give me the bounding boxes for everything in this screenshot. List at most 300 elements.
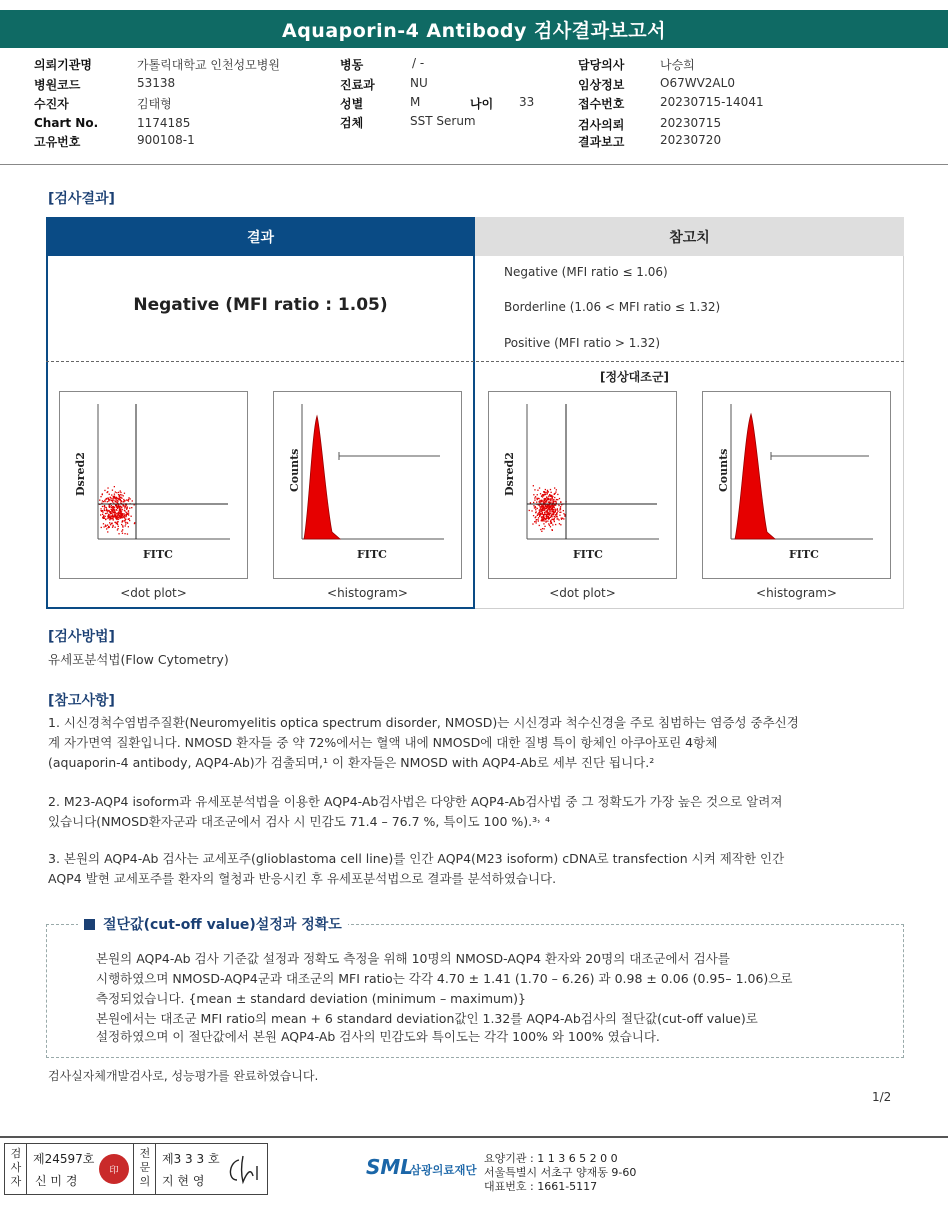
scatter-dot (554, 493, 555, 494)
scatter-dot (118, 519, 119, 520)
scatter-dot (534, 497, 535, 498)
scatter-dot (535, 506, 536, 507)
scatter-dot (127, 523, 128, 524)
scatter-dot (545, 506, 546, 507)
examiner-name: 신 미 경 (35, 1174, 78, 1188)
scatter-dot (551, 516, 552, 517)
scatter-dot (555, 501, 556, 502)
report-date: 20230720 (660, 133, 722, 147)
scatter-dot (125, 515, 126, 516)
scatter-dot (128, 526, 129, 527)
scatter-dot (123, 505, 124, 506)
scatter-dot (530, 502, 531, 503)
note-2 (48, 792, 908, 832)
scatter-dot (548, 523, 549, 524)
scatter-dot (106, 513, 107, 514)
scatter-dot (536, 519, 537, 520)
scatter-dot (124, 500, 125, 501)
scatter-dot (551, 492, 552, 493)
patient-hist-caption: <histogram> (327, 586, 408, 600)
scatter-dot (554, 497, 555, 498)
scatter-dot (551, 523, 552, 524)
scatter-dot (110, 516, 111, 517)
scatter-dot (115, 515, 116, 516)
scatter-dot (539, 506, 540, 507)
result-section-title: [검사결과] (48, 191, 115, 207)
scatter-dot (116, 492, 117, 493)
scatter-dot (537, 508, 538, 509)
scatter-dot (127, 506, 128, 507)
scatter-dot (125, 519, 126, 520)
scatter-dot (558, 505, 559, 506)
unique-no: 900108-1 (137, 133, 195, 147)
note-1-line-3: (aquaporin-4 antibody, AQP4-Ab)가 검출되며,¹ 이 환자들은 NMOSD with AQP4-Ab로 세부 진단 됩니다.² (48, 755, 655, 770)
scatter-dot (556, 499, 557, 500)
scatter-dot (544, 510, 545, 511)
patient-hist-xlabel: FITC (357, 548, 387, 561)
scatter-dot (128, 497, 129, 498)
scatter-dot (123, 495, 124, 496)
scatter-dot (128, 500, 129, 501)
scatter-dot (557, 494, 558, 495)
scatter-dot (124, 513, 125, 514)
scatter-dot (129, 520, 130, 521)
scatter-dot (543, 501, 544, 502)
scatter-dot (107, 531, 108, 532)
scatter-dot (121, 507, 122, 508)
dept: NU (410, 76, 428, 90)
hospital-code-label: 병원코드 (34, 78, 81, 92)
scatter-dot (539, 510, 540, 511)
scatter-dot (108, 499, 109, 500)
scatter-dot (114, 512, 115, 513)
scatter-dot (102, 493, 103, 494)
examinee: 김태형 (137, 97, 172, 111)
control-histogram-peak (735, 414, 775, 539)
scatter-dot (563, 510, 564, 511)
scatter-dot (552, 501, 553, 502)
org-line-2: 서울특별시 서초구 양재동 9-60 (484, 1166, 637, 1179)
scatter-dot (105, 516, 106, 517)
scatter-dot (559, 515, 560, 516)
scatter-dot (551, 515, 552, 516)
scatter-dot (107, 511, 108, 512)
scatter-dot (534, 489, 535, 490)
scatter-dot (121, 531, 122, 532)
scatter-dot (552, 511, 553, 512)
scatter-dot (111, 494, 112, 495)
scatter-dot (544, 526, 545, 527)
receipt-label: 접수번호 (578, 97, 625, 111)
scatter-dot (535, 512, 536, 513)
patient-hist-ylabel: Counts (288, 448, 301, 492)
scatter-dot (539, 525, 540, 526)
scatter-dot (129, 508, 130, 509)
scatter-dot (541, 505, 542, 506)
scatter-dot (557, 516, 558, 517)
scatter-dot (128, 519, 129, 520)
control-dot-ylabel: Dsred2 (503, 452, 516, 496)
note-1-line-1: 1. 시신경척수염범주질환(Neuromyelitis optica spectrum disorder, NMOSD)는 시신경과 척수신경을 주로 침범하는 염증성 중추신경 (48, 715, 799, 730)
clinical: O67WV2AL0 (660, 76, 735, 90)
examiner-v3: 자 (10, 1175, 22, 1188)
note-2-line-2: 있습니다(NMOSD환자군과 대조군에서 검사 시 민감도 71.4 – 76.7 %, 특이도 100 %).³˒ ⁴ (48, 814, 550, 829)
scatter-dot (544, 520, 545, 521)
report-title: Aquaporin-4 Antibody 검사결과보고서 (0, 10, 948, 48)
scatter-dot (118, 512, 119, 513)
specialist-vertical-label (137, 1147, 153, 1189)
scatter-dot (115, 527, 116, 528)
scatter-dot (534, 507, 535, 508)
scatter-dot (549, 508, 550, 509)
scatter-dot (539, 516, 540, 517)
scatter-dot (547, 514, 548, 515)
scatter-dot (127, 533, 128, 534)
scatter-dot (531, 510, 532, 511)
scatter-dot (554, 487, 555, 488)
scatter-dot (541, 496, 542, 497)
scatter-dot (550, 521, 551, 522)
scatter-dot (113, 519, 114, 520)
scatter-dot (537, 494, 538, 495)
scatter-dot (101, 527, 102, 528)
scatter-dot (110, 497, 111, 498)
scatter-dot (124, 517, 125, 518)
patient-dot-xlabel: FITC (143, 548, 173, 561)
scatter-dot (543, 523, 544, 524)
scatter-dot (563, 513, 564, 514)
scatter-dot (550, 520, 551, 521)
scatter-dot (106, 507, 107, 508)
scatter-dot (101, 510, 102, 511)
scatter-dot (544, 513, 545, 514)
footnote: 검사실자체개발검사로, 성능평가를 완료하였습니다. (48, 1069, 319, 1083)
examiner-vertical-label (8, 1147, 24, 1189)
report-date-label: 결과보고 (578, 135, 625, 149)
scatter-dot (105, 499, 106, 500)
scatter-dot (539, 500, 540, 501)
scatter-dot (114, 509, 115, 510)
scatter-dot (551, 496, 552, 497)
scatter-dot (560, 524, 561, 525)
notes-section-title: [참고사항] (48, 693, 115, 709)
scatter-dot (544, 498, 545, 499)
note-3-line-2: AQP4 발현 교세포주를 환자의 혈청과 반응시킨 후 유세포분석법으로 결과를 분석하였습니다. (48, 871, 557, 886)
scatter-dot (536, 498, 537, 499)
scatter-dot (116, 502, 117, 503)
scatter-dot (536, 502, 537, 503)
scatter-dot (559, 523, 560, 524)
scatter-dot (542, 528, 543, 529)
scatter-dot (535, 507, 536, 508)
scatter-dot (131, 516, 132, 517)
scatter-dot (557, 499, 558, 500)
specimen: SST Serum (410, 114, 476, 128)
scatter-dot (554, 521, 555, 522)
scatter-dot (564, 516, 565, 517)
scatter-dot (134, 523, 135, 524)
scatter-dot (125, 523, 126, 524)
scatter-dot (103, 518, 104, 519)
scatter-dot (125, 522, 126, 523)
scatter-dot (116, 497, 117, 498)
scatter-dot (104, 510, 105, 511)
scatter-dot (557, 518, 558, 519)
scatter-dot (126, 508, 127, 509)
doctor-label: 담당의사 (578, 58, 625, 72)
scatter-dot (117, 521, 118, 522)
scatter-dot (102, 512, 103, 513)
scatter-dot (120, 497, 121, 498)
patient-dot-plot (59, 391, 248, 579)
scatter-dot (103, 523, 104, 524)
scatter-dot (126, 505, 127, 506)
scatter-dot (102, 506, 103, 507)
note-1 (48, 713, 908, 773)
scatter-dot (110, 524, 111, 525)
signature-box (4, 1143, 268, 1195)
scatter-dot (556, 489, 557, 490)
scatter-dot (552, 530, 553, 531)
scatter-dot (114, 486, 115, 487)
scatter-dot (104, 526, 105, 527)
scatter-dot (557, 511, 558, 512)
scatter-dot (106, 528, 107, 529)
receipt: 20230715-14041 (660, 95, 764, 109)
scatter-dot (546, 494, 547, 495)
scatter-dot (541, 511, 542, 512)
examiner-v1: 검 (10, 1147, 22, 1160)
scatter-dot (122, 529, 123, 530)
scatter-dot (109, 522, 110, 523)
scatter-dot (120, 492, 121, 493)
scatter-dot (106, 509, 107, 510)
scatter-dot (549, 506, 550, 507)
scatter-dot (547, 521, 548, 522)
scatter-dot (535, 509, 536, 510)
scatter-dot (115, 491, 116, 492)
cutoff-title-text: 절단값(cut-off value)설정과 정확도 (103, 917, 342, 933)
scatter-dot (118, 492, 119, 493)
requesting-org-label: 의뢰기관명 (34, 58, 92, 72)
scatter-dot (102, 500, 103, 501)
scatter-dot (551, 519, 552, 520)
scatter-dot (550, 502, 551, 503)
scatter-dot (112, 518, 113, 519)
scatter-dot (123, 501, 124, 502)
scatter-dot (119, 513, 120, 514)
scatter-dot (126, 499, 127, 500)
scatter-dot (549, 502, 550, 503)
scatter-dot (552, 507, 553, 508)
scatter-dot (540, 529, 541, 530)
scatter-dot (537, 515, 538, 516)
scatter-dot (542, 518, 543, 519)
scatter-dot (105, 513, 106, 514)
scatter-dot (119, 518, 120, 519)
scatter-dot (100, 514, 101, 515)
scatter-dot (548, 514, 549, 515)
scatter-dot (540, 508, 541, 509)
scatter-dot (537, 513, 538, 514)
reference-negative: Negative (MFI ratio ≤ 1.06) (504, 265, 668, 279)
scatter-dot (109, 527, 110, 528)
scatter-dot (103, 516, 104, 517)
scatter-dot (121, 513, 122, 514)
scatter-dot (111, 505, 112, 506)
specialist-name: 지 현 영 (162, 1174, 205, 1188)
scatter-dot (545, 492, 546, 493)
scatter-dot (544, 502, 545, 503)
cutoff-line-5: 설정하였으며 이 절단값에서 본원 AQP4-Ab 검사의 민감도와 특이도는 각각 100% 와 100% 였습니다. (96, 1029, 660, 1044)
scatter-dot (119, 499, 120, 500)
scatter-dot (552, 524, 553, 525)
scatter-dot (534, 500, 535, 501)
scatter-dot (121, 515, 122, 516)
scatter-dot (113, 517, 114, 518)
scatter-dot (542, 514, 543, 515)
scatter-dot (535, 521, 536, 522)
note-3 (48, 849, 908, 889)
scatter-dot (559, 498, 560, 499)
scatter-dot (124, 520, 125, 521)
scatter-dot (131, 507, 132, 508)
scatter-dot (132, 500, 133, 501)
org-line-3: 대표번호 : 1661-5117 (484, 1180, 598, 1193)
scatter-dot (122, 509, 123, 510)
scatter-dot (112, 527, 113, 528)
normal-control-label: [정상대조군] (600, 370, 669, 384)
scatter-dot (100, 508, 101, 509)
unique-no-label: 고유번호 (34, 135, 81, 149)
scatter-dot (559, 512, 560, 513)
specimen-label: 검체 (340, 116, 364, 130)
scatter-dot (550, 489, 551, 490)
scatter-dot (554, 508, 555, 509)
scatter-dot (107, 487, 108, 488)
signature-icon (225, 1152, 265, 1188)
scatter-dot (111, 523, 112, 524)
requesting-org: 가톨릭대학교 인천성모병원 (137, 58, 280, 72)
scatter-dot (533, 502, 534, 503)
scatter-dot (118, 526, 119, 527)
scatter-dot (112, 490, 113, 491)
scatter-dot (548, 519, 549, 520)
scatter-dot (111, 498, 112, 499)
org-line-1: 요양기관 : 1 1 3 6 5 2 0 0 (484, 1152, 618, 1165)
scatter-dot (563, 518, 564, 519)
seal-stamp-icon: 印 (99, 1154, 129, 1184)
scatter-dot (550, 526, 551, 527)
scatter-dot (550, 500, 551, 501)
scatter-dot (560, 502, 561, 503)
scatter-dot (552, 498, 553, 499)
scatter-dot (99, 500, 100, 501)
scatter-dot (549, 494, 550, 495)
scatter-dot (543, 491, 544, 492)
scatter-dot (533, 515, 534, 516)
specialist-v1: 전 (139, 1147, 151, 1160)
scatter-dot (547, 510, 548, 511)
control-hist-caption: <histogram> (756, 586, 837, 600)
scatter-dot (125, 506, 126, 507)
scatter-dot (104, 505, 105, 506)
dept-label: 진료과 (340, 78, 375, 92)
scatter-dot (538, 520, 539, 521)
patient-dot-caption: <dot plot> (120, 586, 187, 600)
cutoff-line-1: 본원의 AQP4-Ab 검사 기준값 설정과 정확도 측정을 위해 10명의 NMOSD-AQP4 환자와 20명의 대조군에서 검사를 (96, 951, 730, 966)
scatter-dot (541, 531, 542, 532)
scatter-dot (117, 501, 118, 502)
scatter-dot (117, 523, 118, 524)
scatter-dot (116, 510, 117, 511)
scatter-dot (108, 515, 109, 516)
sex: M (410, 95, 421, 109)
age-label: 나이 (470, 97, 494, 111)
scatter-dot (128, 511, 129, 512)
scatter-dot (546, 516, 547, 517)
scatter-dot (124, 510, 125, 511)
cutoff-line-3: 측정되었습니다. {mean ± standard deviation (minimum – maximum)} (96, 991, 526, 1006)
scatter-dot (560, 506, 561, 507)
scatter-dot (555, 514, 556, 515)
scatter-dot (542, 505, 543, 506)
scatter-dot (545, 519, 546, 520)
scatter-dot (554, 516, 555, 517)
scatter-dot (121, 501, 122, 502)
scatter-dot (114, 494, 115, 495)
scatter-dot (540, 514, 541, 515)
examiner-v2: 사 (10, 1161, 22, 1174)
method-text: 유세포분석법(Flow Cytometry) (48, 652, 229, 667)
scatter-dot (122, 517, 123, 518)
scatter-dot (537, 490, 538, 491)
scatter-dot (551, 508, 552, 509)
scatter-dot (542, 509, 543, 510)
scatter-dot (105, 518, 106, 519)
dashed-divider (46, 361, 904, 362)
scatter-dot (549, 511, 550, 512)
scatter-dot (124, 533, 125, 534)
ward-label: 병동 (340, 58, 364, 72)
scatter-dot (535, 517, 536, 518)
scatter-dot (104, 508, 105, 509)
square-bullet-icon (84, 919, 95, 930)
scatter-dot (115, 522, 116, 523)
scatter-dot (546, 511, 547, 512)
scatter-dot (547, 492, 548, 493)
scatter-dot (555, 491, 556, 492)
scatter-dot (546, 496, 547, 497)
scatter-dot (560, 508, 561, 509)
scatter-dot (122, 525, 123, 526)
scatter-dot (121, 494, 122, 495)
control-dot-caption: <dot plot> (549, 586, 616, 600)
scatter-dot (118, 517, 119, 518)
result-value: Negative (MFI ratio : 1.05) (133, 295, 388, 315)
note-3-line-1: 3. 본원의 AQP4-Ab 검사는 교세포주(glioblastoma cell line)를 인간 AQP4(M23 isoform) cDNA로 transfection 시켜 제작한 인간 (48, 851, 785, 866)
scatter-dot (547, 518, 548, 519)
scatter-dot (549, 525, 550, 526)
page-number: 1/2 (872, 1090, 892, 1104)
scatter-dot (115, 517, 116, 518)
scatter-dot (534, 521, 535, 522)
age: 33 (519, 95, 535, 109)
scatter-dot (117, 528, 118, 529)
scatter-dot (119, 508, 120, 509)
scatter-dot (128, 514, 129, 515)
scatter-dot (114, 510, 115, 511)
